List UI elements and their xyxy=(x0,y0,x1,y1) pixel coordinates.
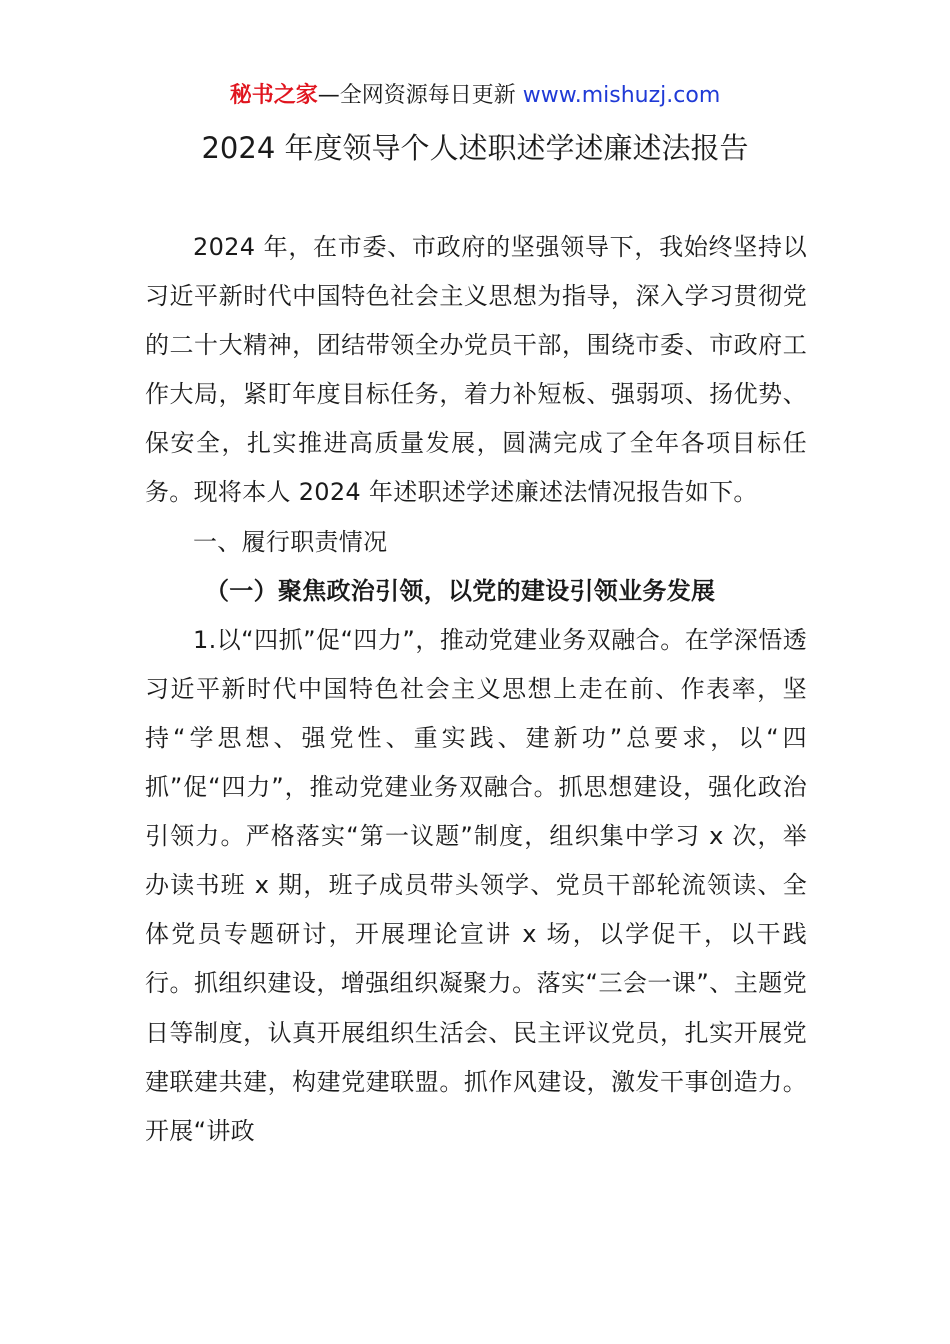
body-paragraph: 1.以“四抓”促“四力”，推动党建业务双融合。在学深悟透习近平新时代中国特色社会主义思想上走在前、作表率，坚持“学思想、强党性、重实践、建新功”总要求，以“四抓”促“四力”，推动党建业务双融合。抓思想建设，强化政治引领力。严格落实“第一议题”制度，组织集中学习 x 次，举办读书班 x 期，班子成员带头领学、党员干部轮流领读、全体党员专题研讨，开展理论宣讲 x 场，以学促干，以干践行。抓组织建设，增强组织凝聚力。落实“三会一课”、主题党日等制度，认真开展组织生活会、民主评议党员，扎实开展党建联建共建，构建党建联盟。抓作风建设，激发干事创造力。开展“讲政 xyxy=(145,625,807,1145)
document-title: 2024 年度领导个人述职述学述廉述法报告 xyxy=(201,131,749,165)
intro-paragraph: 2024 年，在市委、市政府的坚强领导下，我始终坚持以习近平新时代中国特色社会主义思想为指导，深入学习贯彻党的二十大精神，团结带领全办党员干部，围绕市委、市政府工作大局，紧盯年度目标任务，着力补短板、强弱项、扬优势、保安全，扎实推进高质量发展，圆满完成了全年各项目标任务。现将本人 2024 年述职述学述廉述法情况报告如下。 xyxy=(145,233,807,507)
section-heading: 一、履行职责情况 xyxy=(193,527,388,556)
site-url-link[interactable]: www.mishuzj.com xyxy=(522,83,721,108)
page-header xyxy=(0,80,950,112)
brand-name: 秘书之家 xyxy=(229,83,318,108)
header-tagline: —全网资源每日更新 xyxy=(317,83,523,108)
document-body xyxy=(145,223,807,1156)
sub-heading: （一）聚焦政治引领，以党的建设引领业务发展 xyxy=(205,576,716,605)
